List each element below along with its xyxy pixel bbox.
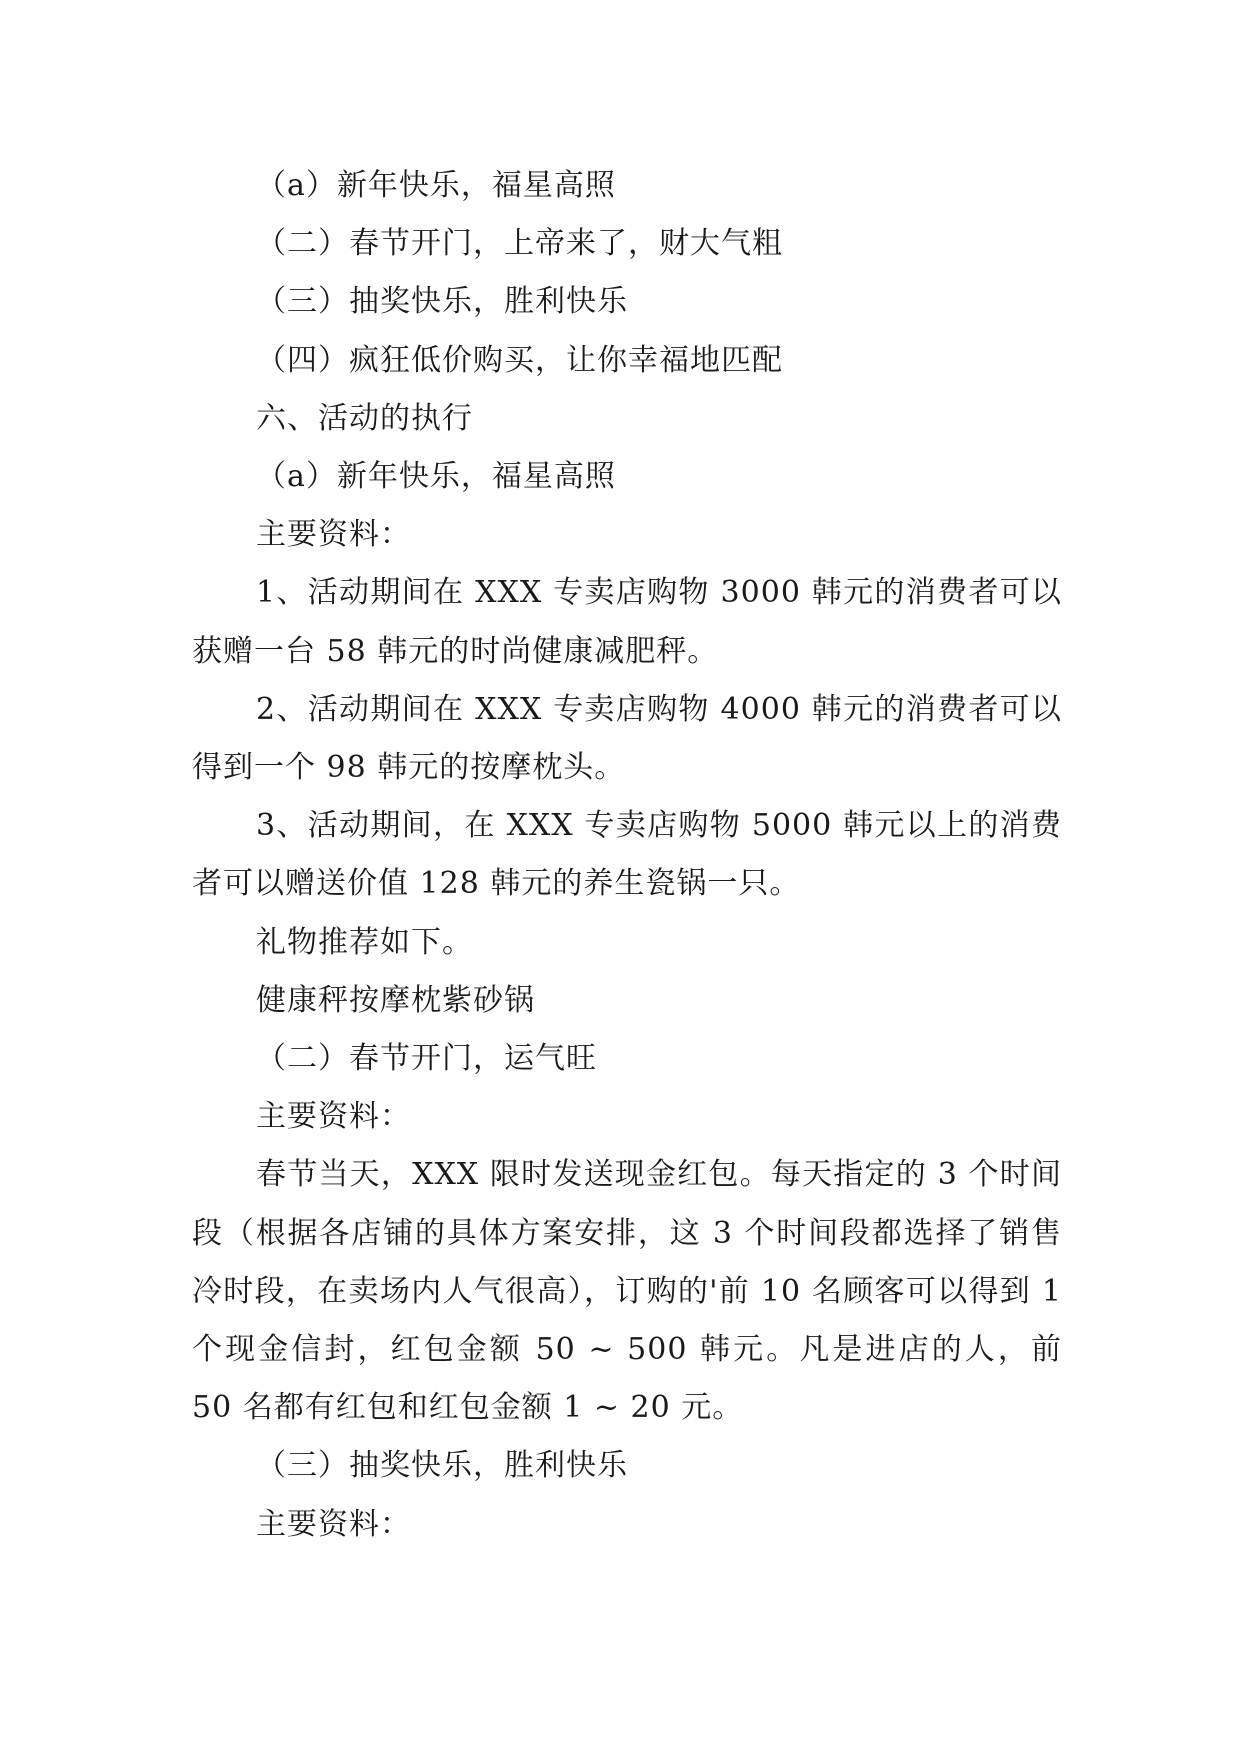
paragraph: （三）抽奖快乐，胜利快乐 [256,1448,628,1484]
paragraph: 健康秤按摩枕紫砂锅 [256,982,535,1018]
paragraph: 春节当天，XXX 限时发送现金红包。每天指定的 3 个时间段（根据各店铺的具体方案安排，这 3 个时间段都选择了销售冷时段，在卖场内人气很高），订购的'前 10 名顾客可以得到 1 个现金信封，红包金额 50 ~ 500 韩元。凡是进店的人，前 50 名都有红包和红包金额 1 ~ 20 元。 [192,1157,1062,1426]
paragraph: 3、活动期间，在 XXX 专卖店购物 5000 韩元以上的消费者可以赠送价值 128 韩元的养生瓷锅一只。 [192,808,1062,902]
paragraph: 1、活动期间在 XXX 专卖店购物 3000 韩元的消费者可以获赠一台 58 韩元的时尚健康减肥秤。 [192,575,1062,669]
paragraph: 礼物推荐如下。 [256,924,473,960]
paragraph: 主要资料： [256,1099,411,1135]
paragraph: （二）春节开门，上帝来了，财大气粗 [256,226,783,262]
paragraph: 主要资料： [256,1506,411,1542]
document-body [192,157,1062,1554]
paragraph: 2、活动期间在 XXX 专卖店购物 4000 韩元的消费者可以得到一个 98 韩元的按摩枕头。 [192,691,1062,786]
paragraph: （a）新年快乐，福星高照 [256,459,616,495]
paragraph: 主要资料： [256,517,411,553]
paragraph: （四）疯狂低价购买，让你幸福地匹配 [256,342,783,378]
paragraph: （三）抽奖快乐，胜利快乐 [256,284,628,320]
section-heading: 六、活动的执行 [256,400,473,436]
paragraph: （a）新年快乐，福星高照 [256,168,616,203]
paragraph: （二）春节开门，运气旺 [256,1041,597,1077]
